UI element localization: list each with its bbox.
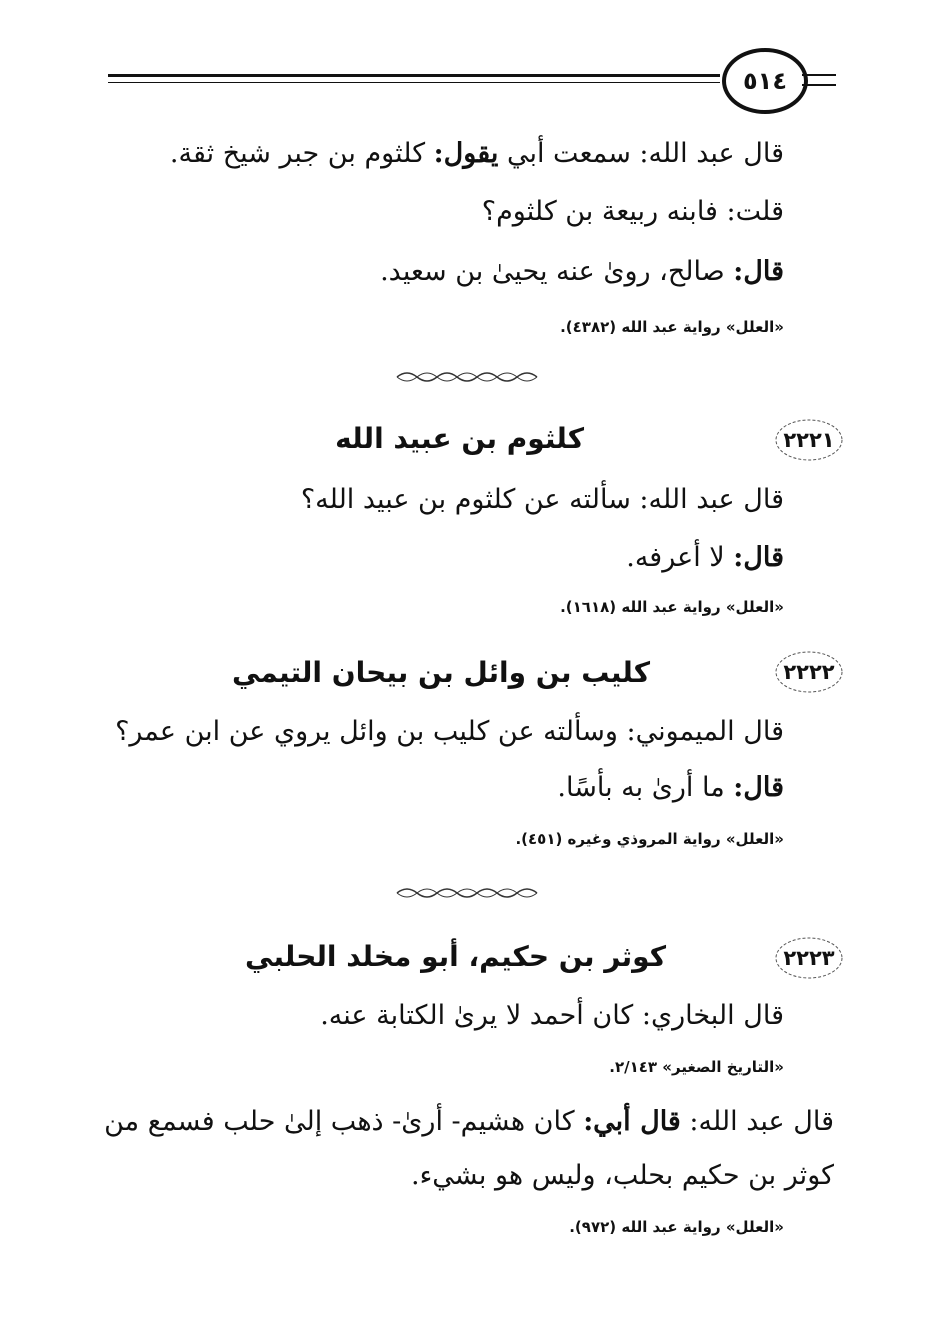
- entry-title: كليب بن وائل بن بيحان التيمي: [231, 656, 650, 689]
- text-line: قال عبد الله: سمعت أبي يقول: كلثوم بن جبر شيخ ثقة.: [169, 138, 784, 169]
- text-line: قال: ما أرىٰ به بأسًا.: [557, 772, 784, 803]
- entry-title: كوثر بن حكيم، أبو مخلد الحلبي: [245, 940, 666, 973]
- text-line: قال عبد الله: سألته عن كلثوم بن عبيد الله؟: [300, 484, 784, 515]
- text-line: قلت: فابنه ربيعة بن كلثوم؟: [481, 196, 784, 227]
- text-line: قال الميموني: وسألته عن كليب بن وائل يروي عن ابن عمر؟: [115, 716, 784, 747]
- text-line: قال البخاري: كان أحمد لا يرىٰ الكتابة عنه.: [320, 1000, 784, 1031]
- entry-number-badge: ٢٢٢٣: [774, 936, 844, 980]
- source-reference: «العلل» رواية عبد الله (٤٣٨٢).: [560, 318, 784, 336]
- entry-title: كلثوم بن عبيد الله: [335, 422, 584, 455]
- source-reference: «التاريخ الصغير» ٢/١٤٣.: [609, 1058, 784, 1076]
- source-reference: «العلل» رواية عبد الله (١٦١٨).: [560, 598, 784, 616]
- text-line: قال عبد الله: قال أبي: كان هشيم- أرىٰ- ذهب إلىٰ حلب فسمع من: [104, 1106, 834, 1137]
- source-reference: «العلل» رواية المروذي وغيره (٤٥١).: [515, 830, 784, 848]
- ornament-divider: [395, 884, 545, 902]
- entry-number-badge: ٢٢٢٢: [774, 650, 844, 694]
- entry-number-badge: ٢٢٢١: [774, 418, 844, 462]
- header-rule: [108, 74, 720, 77]
- text-line: قال: صالح، رویٰ عنه يحيىٰ بن سعيد.: [380, 256, 784, 287]
- source-reference: «العلل» رواية عبد الله (٩٧٢).: [569, 1218, 784, 1236]
- page-number: ٥١٤: [722, 48, 808, 114]
- ornament-divider: [395, 368, 545, 386]
- text-line: قال: لا أعرفه.: [626, 542, 784, 573]
- header-rule-thin: [108, 82, 720, 83]
- text-line: كوثر بن حكيم بحلب، وليس هو بشيء.: [410, 1160, 834, 1191]
